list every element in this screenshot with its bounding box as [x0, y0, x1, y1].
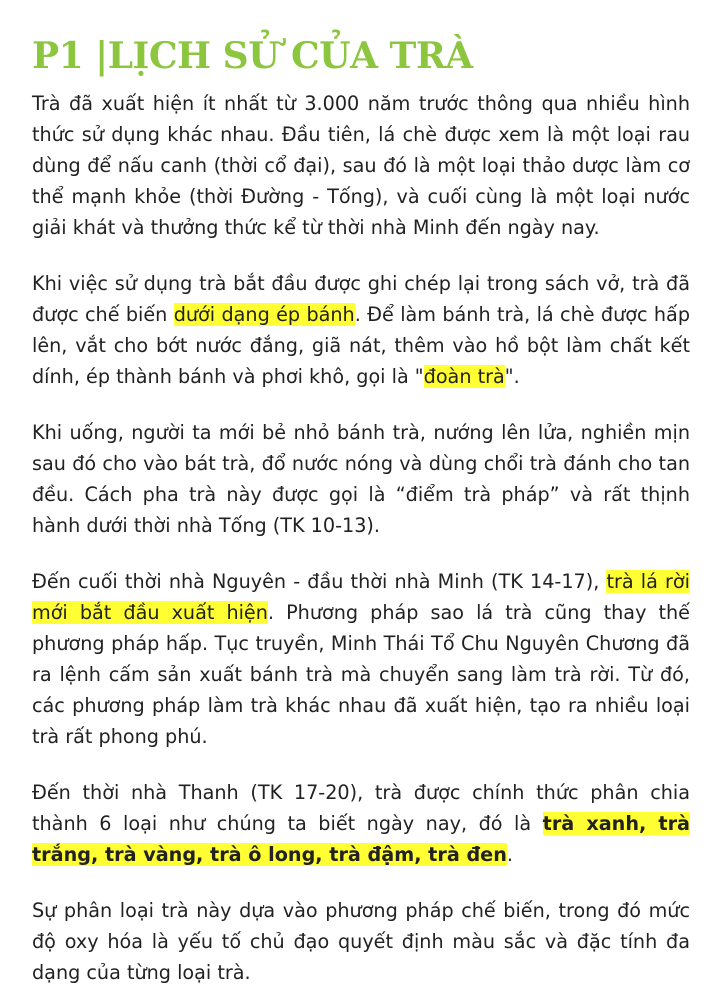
paragraph-brewing-method: Khi uống, người ta mới bẻ nhỏ bánh trà, nướng lên lửa, nghiền mịn sau đó cho vào bát trà, đổ nước nóng và dùng chổi trà đánh cho tan đều. Cách pha trà này được gọi là “điểm trà pháp” và rất thịnh hành dưới thời nhà Tống (TK 10-13). — [32, 421, 690, 537]
paragraph-classification: Sự phân loại trà này dựa vào phương pháp chế biến, trong đó mức độ oxy hóa là yếu tố chủ đạo quyết định màu sắc và đặc tính đa dạng của từng loại trà. — [32, 899, 690, 984]
highlight-doan-tra: đoàn trà — [423, 365, 505, 388]
paragraph-origins: Trà đã xuất hiện ít nhất từ 3.000 năm trước thông qua nhiều hình thức sử dụng khác nhau. Đầu tiên, lá chè được xem là một loại rau dùng để nấu canh (thời cổ đại), sau đó là một loại thảo dược làm cơ thể mạnh khỏe (thời Đường - Tống), và cuối cùng là một loại nước giải khát và thưởng thức kể từ thời nhà Minh đến ngày nay. — [32, 92, 690, 239]
paragraph-text: Đến cuối thời nhà Nguyên - đầu thời nhà Minh (TK 14-17), — [32, 570, 607, 593]
paragraph-pressed-cake — [32, 268, 690, 392]
highlight-pressed-cake: dưới dạng ép bánh — [173, 303, 355, 326]
page-title: P1 |LỊCH SỬ CỦA TRÀ — [32, 35, 473, 77]
paragraph-text: . — [506, 843, 513, 866]
highlight-six-tea-types: trà xanh, trà trắng, trà vàng, trà ô long, trà đậm, trà đen — [32, 812, 690, 866]
paragraph-text: ". — [504, 365, 520, 388]
paragraph-text: Khi việc sử dụng trà bắt đầu được ghi chép lại trong sách vở, trà đã được chế biến — [32, 272, 690, 326]
paragraph-text: Đến thời nhà Thanh (TK 17-20), trà được chính thức phân chia thành 6 loại như chúng ta biết ngày nay, đó là — [32, 781, 690, 835]
highlight-loose-leaf: trà lá rời mới bắt đầu xuất hiện — [32, 570, 691, 624]
paragraph-loose-leaf — [32, 566, 690, 752]
paragraph-six-types — [32, 777, 690, 870]
paragraph-text: . Để làm bánh trà, lá chè được hấp lên, vắt cho bớt nước đắng, giã nát, thêm vào hồ bột làm chất kết dính, ép thành bánh và phơi khô, gọi là " — [32, 303, 690, 388]
paragraph-text: . Phương pháp sao lá trà cũng thay thế phương pháp hấp. Tục truyền, Minh Thái Tổ Chu Nguyên Chương đã ra lệnh cấm sản xuất bánh trà mà chuyển sang làm trà rời. Từ đó, các phương pháp làm trà khác nhau đã xuất hiện, tạo ra nhiều loại trà rất phong phú. — [32, 601, 690, 748]
